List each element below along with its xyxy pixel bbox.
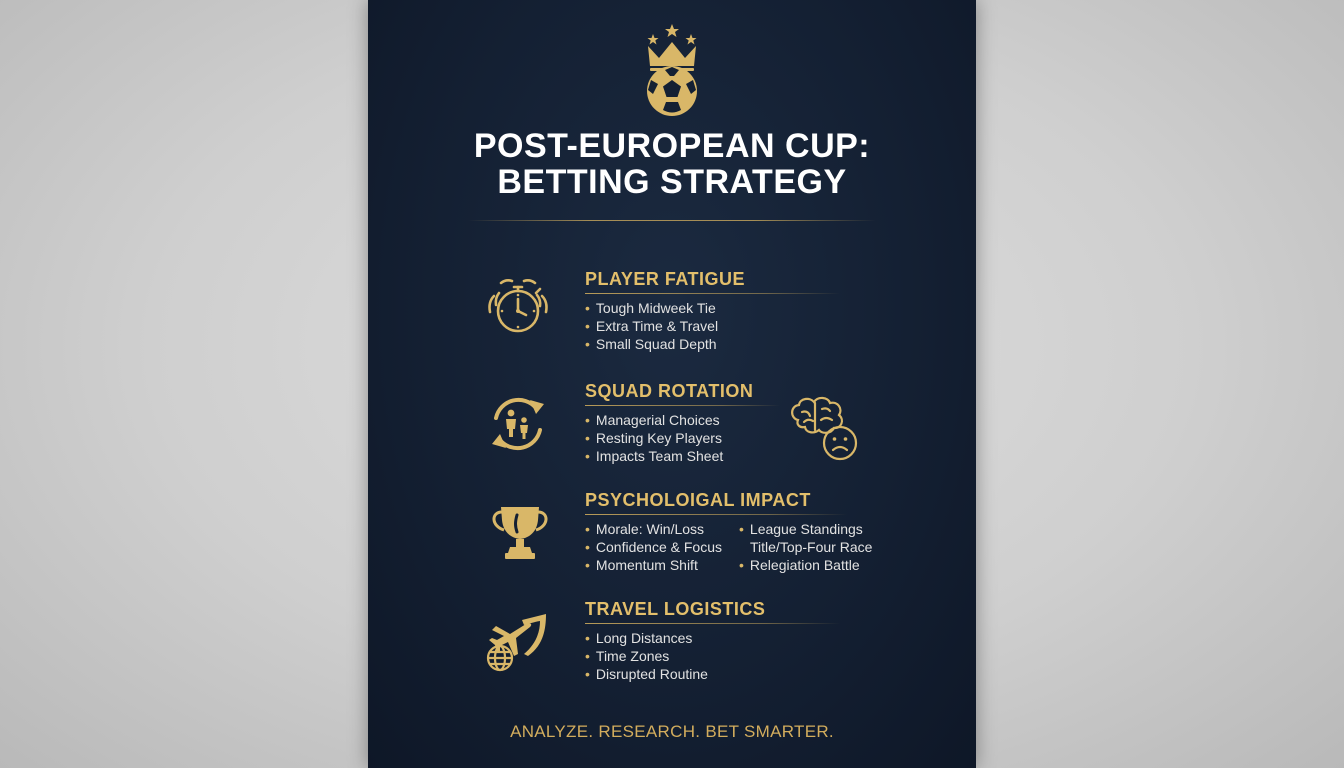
crown-football-icon xyxy=(639,22,705,118)
rotation-players-icon xyxy=(484,392,552,456)
list-item: • League Standings xyxy=(739,520,872,538)
section-rule xyxy=(585,293,840,294)
plane-globe-shield-icon xyxy=(484,612,556,674)
squad-rotation-list xyxy=(585,411,723,465)
list-item: • Impacts Team Sheet xyxy=(585,447,723,465)
list-item: • Disrupted Routine xyxy=(585,665,708,683)
list-item: • Extra Time & Travel xyxy=(585,317,718,335)
section-heading-travel-logistics: TRAVEL LOGISTICS xyxy=(585,599,766,619)
section-rule xyxy=(585,623,840,624)
list-item: • Relegiation Battle xyxy=(739,556,872,574)
list-item-continued xyxy=(739,538,872,556)
list-item: • Resting Key Players xyxy=(585,429,723,447)
page-title-line-2: BETTING STRATEGY xyxy=(497,163,847,201)
psychological-impact-list xyxy=(585,520,722,574)
list-item: • Momentum Shift xyxy=(585,556,722,574)
section-heading-squad-rotation: SQUAD ROTATION xyxy=(585,381,754,401)
list-item: • Tough Midweek Tie xyxy=(585,299,718,317)
title-divider xyxy=(468,220,876,221)
trophy-icon xyxy=(488,504,552,562)
page-title-line-1: POST-EUROPEAN CUP: xyxy=(473,127,871,165)
brain-sad-face-icon xyxy=(788,396,864,464)
player-fatigue-list xyxy=(585,299,718,353)
tagline: ANALYZE. RESEARCH. BET SMARTER. xyxy=(510,722,834,741)
list-item: • Time Zones xyxy=(585,647,708,665)
list-item: • Small Squad Depth xyxy=(585,335,718,353)
list-item: • Long Distances xyxy=(585,629,708,647)
psychological-impact-list-right xyxy=(739,520,872,574)
section-rule xyxy=(585,405,780,406)
list-item: • Managerial Choices xyxy=(585,411,723,429)
list-item-text: Title/Top-Four Race xyxy=(750,539,873,555)
section-heading-player-fatigue: PLAYER FATIGUE xyxy=(585,269,746,289)
poster xyxy=(368,0,976,768)
section-heading-psychological-impact: PSYCHOLOIGAL IMPACT xyxy=(585,490,811,510)
section-rule xyxy=(585,514,847,515)
stopwatch-icon xyxy=(484,276,552,338)
list-item: • Morale: Win/Loss xyxy=(585,520,722,538)
travel-logistics-list xyxy=(585,629,708,683)
list-item: • Confidence & Focus xyxy=(585,538,722,556)
